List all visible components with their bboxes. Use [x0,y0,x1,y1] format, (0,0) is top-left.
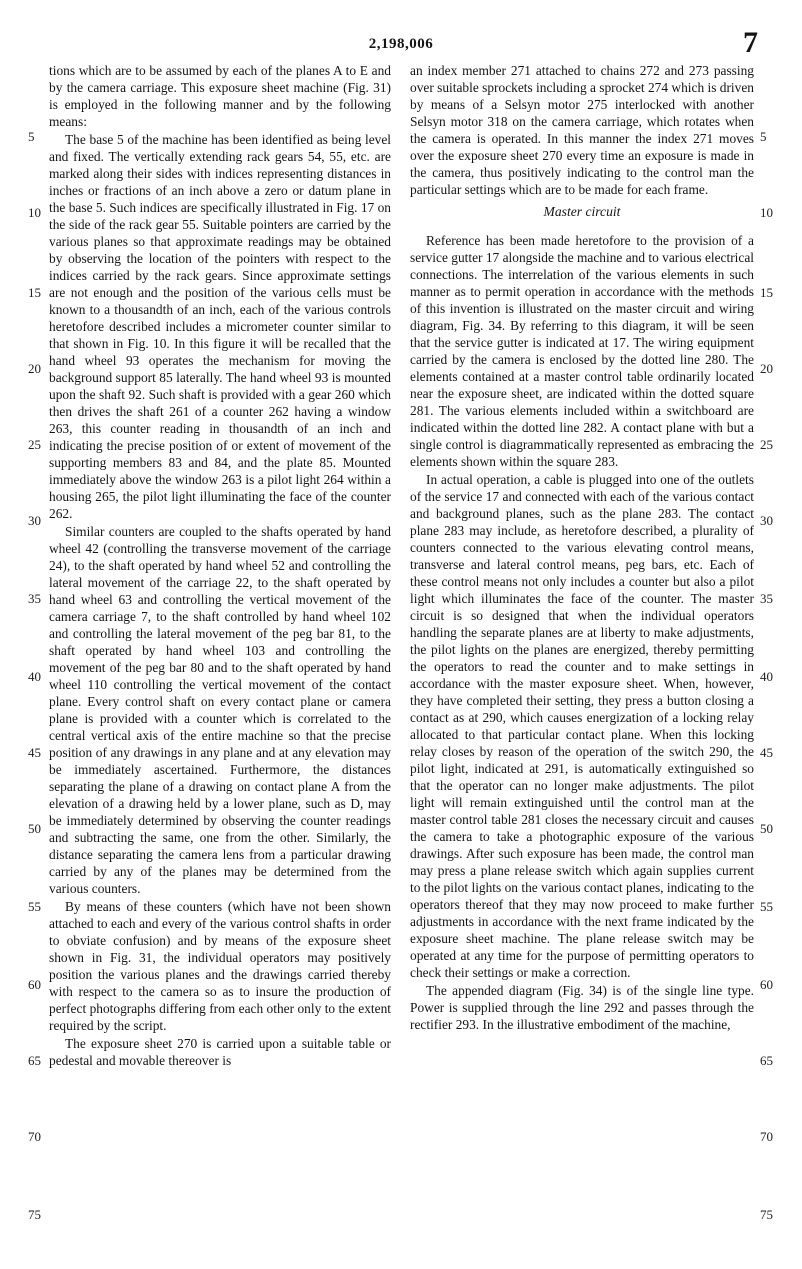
line-number: 50 [760,821,773,836]
line-number: 75 [760,1207,773,1222]
left-column [49,62,391,1262]
line-number: 55 [28,899,41,914]
line-number: 10 [28,205,41,220]
line-number: 55 [760,899,773,914]
line-number: 25 [28,437,41,452]
line-number: 65 [28,1053,41,1068]
line-number: 40 [28,669,41,684]
paragraph: The appended diagram (Fig. 34) is of the single line type. Power is supplied through the line 292 and passes through the rectifier 293. In the illustrative embodiment of the machine, [410,983,754,1032]
line-number: 5 [28,129,35,144]
line-number: 15 [28,285,41,300]
right-column [410,62,754,1262]
line-number: 25 [760,437,773,452]
patent-number: 2,198,006 [368,36,434,52]
paragraph: Reference has been made heretofore to the provision of a service gutter 17 alongside the machine and to various electrical connections. The interrelation of the various elements in such manner as to permit operation in accordance with the methods of this invention is illustrated on the master circuit and wiring diagram, Fig. 34. By referring to this diagram, it will be seen that the service gutter is indicated at 17. The wiring equipment carried by the camera is enclosed by the dotted line 280. The elements contained at a master control table ordinarily located near the exposure sheet, are indicated within the dotted square 281. The various elements included within a switchboard are indicated within the dotted line 282. A contact plane with but a single control is diagrammatically represented as embracing the elements shown within the square 283. [410,233,754,469]
paragraph: In actual operation, a cable is plugged into one of the outlets of the service 17 and connected with each of the various contact and background planes, such as the plane 283. The contact plane 283 may include, as heretofore described, a plurality of counters connected to the various elevating control means, transverse and lateral control means, peg bars, etc. Each of these control means not only includes a counter but also a pilot light which illuminates the face of the counter. The master circuit is so designed that when the individual operators handling the separate planes are at liberty to make adjustments, the pilot lights on the planes are energized, thereby permitting the operators to read the counter and to make settings in accordance with the master exposure sheet. When, however, they have completed their setting, they press a button closing a contact as at 290, which causes energization of a locking relay allocated to that particular contact plane. When this locking relay closes by reason of the operation of the switch 290, the pilot light, indicated at 291, is automatically extinguished so that the operator can no longer make adjustments. The pilot light will remain extinguished until the control man at the master control table 281 closes the necessary circuit and causes the camera to take a photographic exposure of the various drawings. After such exposure has been made, the control man may press a plane release switch which again supplies current to the pilot lights on the various contact planes, indicating to the operators thereof that they may now proceed to make further adjustments in accordance with the next frame indicated by the exposure sheet machine. The plane release switch may be operated at any time for the purpose of permitting operators to check their settings or make a correction. [410,472,754,980]
line-number: 30 [760,513,773,528]
section-heading: Master circuit [543,204,621,219]
line-number: 60 [760,977,773,992]
paragraph: The base 5 of the machine has been identified as being level and fixed. The vertically extending rack gears 54, 55, etc. are marked along their sides with indices representing distances in inches or fractions of an inch above a zero or datum plane in the base 5. Such indices are specifically illustrated in Fig. 17 on the side of the rack gear 55. Suitable pointers are carried by the various planes so that approximate readings may be obtained by observing the location of the pointers with respect to the indices carried by the rack gears. Since approximate settings are not enough and the position of the various cells must be known to a thousandth of an inch, each of the various controls heretofore described includes a micrometer counter similar to that shown in Fig. 10. In this figure it will be recalled that the hand wheel 93 operates the mechanism for moving the background support 85 laterally. The hand wheel 93 is mounted upon the shaft 92. Such shaft is provided with a gear 260 which then drives the shaft 261 of a counter 262 having a window 263, this counter reading in thousandth of an inch and indicating the precise position of or extent of movement of the supporting members 83 and 84, and the plate 85. Mounted immediately above the window 263 is a pilot light 264 within a housing 265, the pilot light illuminating the face of the counter 262. [49,132,391,521]
line-number: 15 [760,285,773,300]
page-number: 7 [743,26,758,59]
paragraph: Similar counters are coupled to the shafts operated by hand wheel 42 (controlling the transverse movement of the carriage 24), to the shaft operated by hand wheel 52 and controlling the lateral movement of the carriage 22, to the shaft operated by hand wheel 63 and controlling the vertical movement of the camera carriage 7, to the shaft controlled by hand wheel 102 and controlling the lateral movement of the peg bar 81, to the shaft operated by hand wheel 103 and controlling the movement of the peg bar 80 and to the shaft operated by hand wheel 110 controlling the vertical movement of the contact plane. Every control shaft on every contact plane or camera plane is provided with a counter which is correlated to the central vertical axis of the entire machine so that the precise position of any drawings in any plane and at any elevation may be immediately ascertained. Furthermore, the distances separating the plane of a drawing on contact plane A from the elevation of a drawing held by a lower plane, such as D, may be immediately determined by observing the counter readings and subtracting the same, one from the other. Similarly, the distance separating the camera lens from a particular drawing carried by any of the planes may be determined from the various counters. [49,524,391,896]
line-number: 20 [28,361,41,376]
line-number: 70 [28,1129,41,1144]
line-number: 20 [760,361,773,376]
line-number: 30 [28,513,41,528]
line-number: 70 [760,1129,773,1144]
line-number: 65 [760,1053,773,1068]
paragraph: By means of these counters (which have not been shown attached to each and every of the various control shafts in order to obviate confusion) and by means of the exposure sheet shown in Fig. 31, the individual operators may positively position the various planes and the drawings carried thereby with respect to the camera so as to insure the production of perfect photographs differing from each other only to the extent required by the script. [49,899,391,1033]
paragraph: an index member 271 attached to chains 272 and 273 passing over suitable sprockets including a sprocket 274 which is driven by means of a Selsyn motor 275 interlocked with another Selsyn motor 318 on the camera carriage, which rotates when the camera is operated. In this manner the index 271 moves over the exposure sheet 270 every time an exposure is made in the camera, thus positively indicating to the control man the particular settings which are to be made for each frame. [410,63,754,197]
line-number: 45 [28,745,41,760]
line-number: 40 [760,669,773,684]
paragraph: The exposure sheet 270 is carried upon a suitable table or pedestal and movable thereover is [49,1036,391,1068]
line-number: 45 [760,745,773,760]
line-number: 5 [760,129,767,144]
paragraph: tions which are to be assumed by each of the planes A to E and by the camera carriage. This exposure sheet machine (Fig. 31) is employed in the following manner and by the following means: [49,63,391,129]
line-number: 50 [28,821,41,836]
line-number: 10 [760,205,773,220]
line-number: 60 [28,977,41,992]
line-number: 35 [28,591,41,606]
line-number: 35 [760,591,773,606]
line-number: 75 [28,1207,41,1222]
